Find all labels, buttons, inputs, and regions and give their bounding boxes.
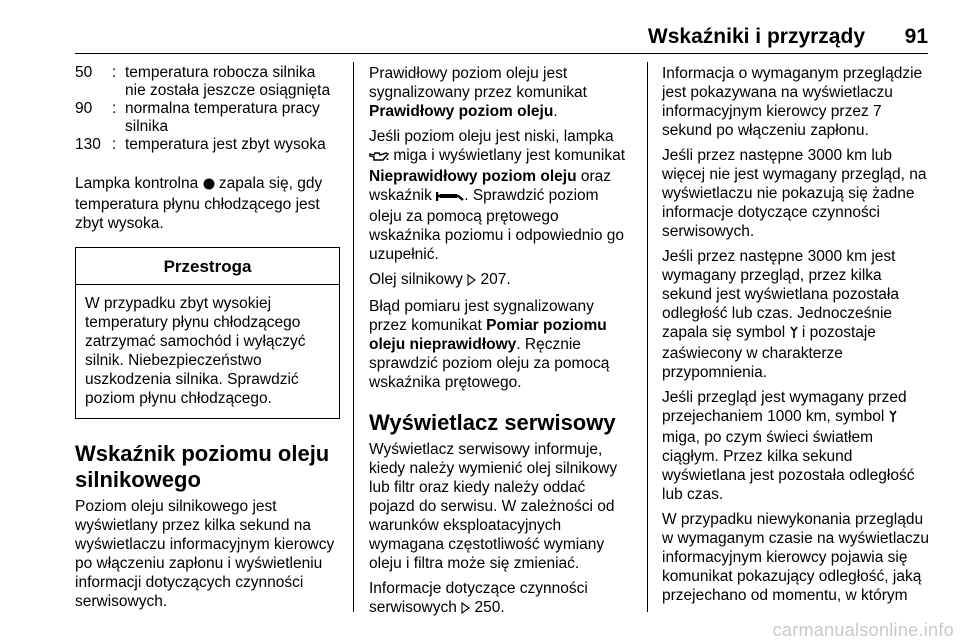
list-item	[75, 100, 340, 136]
column-left	[75, 64, 340, 617]
list-item	[75, 136, 340, 154]
paragraph-no-service: Jeśli przez następne 3000 km lub więcej nie jest wymagany przegląd, na wyświetlaczu nie pokazują się żadne informacje dotyczące czynności serwisowych.	[662, 147, 927, 240]
list-separator: :	[112, 136, 117, 153]
message-oil-wrong: Nieprawidłowy poziom oleju	[369, 168, 577, 185]
page-title: Wskaźniki i przyrządy	[647, 25, 865, 48]
list-separator: :	[112, 100, 117, 117]
message-measure-error: Pomiar poziomu oleju nieprawidłowy	[369, 317, 607, 353]
page-number: 91	[904, 25, 928, 48]
list-key: 50	[75, 64, 93, 81]
message-oil-ok: Prawidłowy poziom oleju	[369, 103, 554, 120]
paragraph-service-3000: Jeśli przez następne 3000 km jest wymagany przegląd, przez kilka sekund jest wyświetlana pozostała odległość lub czas. Jednocześnie zapala się symbol i pozostaje zaświecony w charakterze przypomnienia.	[662, 248, 899, 381]
service-wrench-icon	[790, 325, 798, 344]
warning-box	[75, 247, 340, 419]
column-right	[662, 64, 932, 611]
paragraph-service-shown: Informacja o wymaganym przeglądzie jest pokazywana na wyświetlaczu informacyjnym kierowcy przez 7 sekund po włączeniu zapłonu.	[662, 65, 923, 139]
paragraph-service-info: Wyświetlacz serwisowy informuje, kiedy należy wymienić olej silnikowy lub filtr oraz kiedy należy oddać pojazd do serwisu. W zależności od warunków eksploatacyjnych wymagana częstotliwość wymiany oleju i filtra może się zmieniać.	[369, 441, 618, 572]
lamp-text-end: zapala się, gdy temperatura płynu chłodzącego jest zbyt wysoka.	[75, 175, 323, 232]
warning-text: W przypadku zbyt wysokiej temperatury płynu chłodzącego zatrzymać samochód i wyłączyć silnik. Niebezpieczeństwo uszkodzenia silnika. Sprawdzić poziom płynu chłodzącego.	[85, 295, 306, 407]
service-wrench-icon	[889, 409, 897, 428]
paragraph-measure-error: Błąd pomiaru jest sygnalizowany przez komunikat Pomiar poziomu oleju nieprawidłowy. Ręcznie sprawdzić poziom oleju za pomocą wskaźnika prętowego.	[369, 298, 610, 391]
header-rule	[75, 53, 928, 54]
lamp-text-start: Lampka kontrolna	[75, 175, 199, 192]
page-reference-arrow-icon	[461, 600, 470, 619]
paragraph-service-1000: Jeśli przegląd jest wymagany przed przejechaniem 1000 km, symbol miga, po czym świeci światłem ciągłym. Przez kilka sekund wyświetlana jest pozostała odległość lub czas.	[662, 389, 915, 503]
list-text: temperatura jest zbyt wysoka	[125, 136, 326, 153]
list-text: temperatura robocza silnika nie została jeszcze osiągnięta	[125, 64, 331, 99]
warning-title: Przestroga	[76, 248, 339, 285]
list-key: 90	[75, 100, 93, 117]
list-item	[75, 64, 340, 100]
list-text: normalna temperatura pracy silnika	[125, 100, 320, 135]
paragraph-oil-low: Jeśli poziom oleju jest niski, lampka miga i wyświetlany jest komunikat Nieprawidłowy poziom oleju oraz wskaźnik . Sprawdzić poziom oleju za pomocą prętowego wskaźnika poziomu i odpowiednio go uzupełnić.	[369, 128, 626, 263]
section-heading-oil-level: Wskaźnik poziomu oleju silnikowego	[75, 441, 330, 492]
column-middle	[369, 64, 634, 625]
column-divider	[647, 62, 648, 612]
section-heading-service-display: Wyświetlacz serwisowy	[369, 410, 616, 435]
page-header	[0, 0, 960, 54]
paragraph-oil-ok: Prawidłowy poziom oleju jest sygnalizowany przez komunikat Prawidłowy poziom oleju.	[369, 65, 587, 120]
column-divider	[353, 62, 354, 612]
page-reference-arrow-icon	[467, 272, 476, 291]
oil-paragraph: Poziom oleju silnikowego jest wyświetlany przez kilka sekund na wyświetlaczu informacyjnym kierowcy po włączeniu zapłonu i wyświetleniu informacji dotyczących czynności serwisowych.	[75, 498, 335, 610]
temperature-list	[75, 64, 340, 154]
oil-can-icon	[369, 148, 389, 167]
list-key: 130	[75, 136, 101, 153]
list-separator: :	[112, 64, 117, 81]
coolant-warning-dot-icon	[203, 176, 215, 195]
watermark: carmanualsonline.info	[772, 620, 954, 640]
lamp-paragraph	[75, 174, 340, 233]
paragraph-engine-oil-ref: Olej silnikowy 207.	[369, 270, 634, 291]
paragraph-service-overdue: W przypadku niewykonania przeglądu w wymaganym czasie na wyświetlaczu informacyjnym kierowcy pojawia się komunikat pokazujący odległość, jaką przejechano od momentu, w którym	[662, 511, 930, 604]
oil-level-bar-icon	[436, 188, 464, 207]
paragraph-service-ref: Informacje dotyczące czynności serwisowych 250.	[369, 579, 634, 619]
